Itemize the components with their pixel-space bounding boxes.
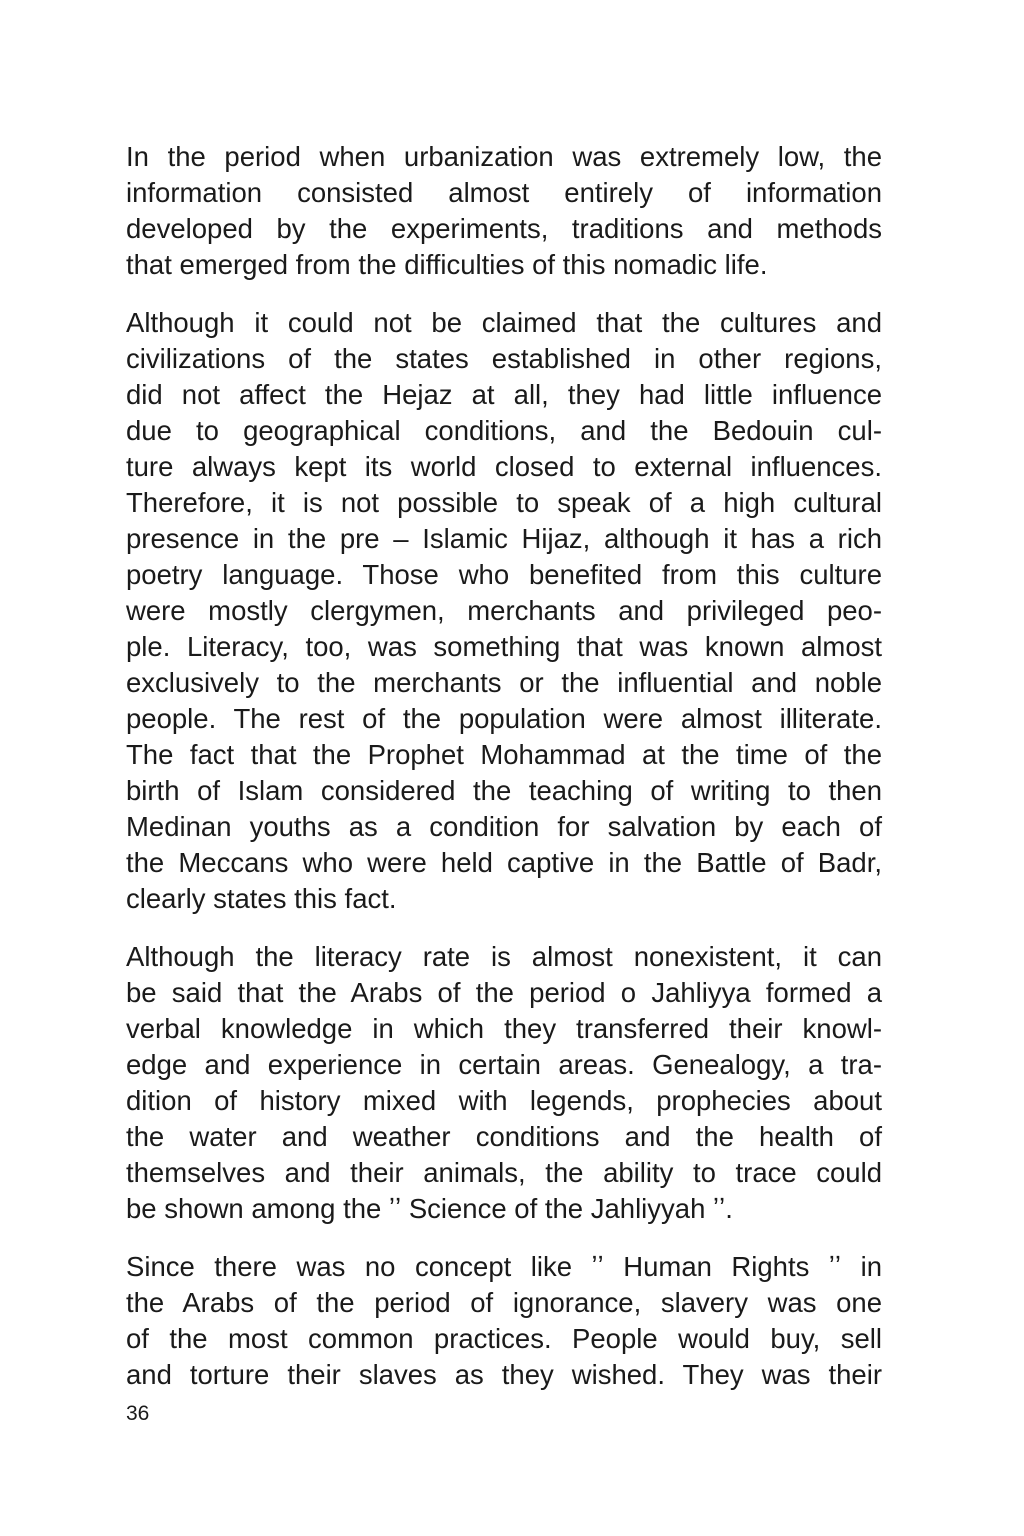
text-line: presence in the pre – Islamic Hijaz, although it has a rich xyxy=(126,523,882,554)
text-line: dition of history mixed with legends, prophecies about xyxy=(126,1085,882,1116)
text-line: Although it could not be claimed that the cultures and xyxy=(126,307,882,338)
text-line: poetry language. Those who benefited from this culture xyxy=(126,559,882,590)
text-line: Therefore, it is not possible to speak of a high cultural xyxy=(126,487,882,518)
text-line: were mostly clergymen, merchants and privileged peo- xyxy=(126,595,882,626)
text-line: Medinan youths as a condition for salvation by each of xyxy=(126,811,882,842)
text-line: did not affect the Hejaz at all, they had little influence xyxy=(126,379,882,410)
text-line: that emerged from the difficulties of this nomadic life. xyxy=(126,249,768,280)
text-line: exclusively to the merchants or the influential and noble xyxy=(126,667,882,698)
text-line: people. The rest of the population were almost illiterate. xyxy=(126,703,882,734)
text-line: clearly states this fact. xyxy=(126,883,397,914)
text-line: ture always kept its world closed to external influences. xyxy=(126,451,882,482)
text-line: due to geographical conditions, and the Bedouin cul- xyxy=(126,415,882,446)
page-number: 36 xyxy=(126,1402,150,1425)
text-line: edge and experience in certain areas. Genealogy, a tra- xyxy=(126,1049,882,1080)
text-line: be shown among the ʼʼ Science of the Jahliyyah ʼʼ. xyxy=(126,1193,733,1224)
text-line: information consisted almost entirely of information xyxy=(126,177,882,208)
paragraph xyxy=(126,139,882,283)
text-line: civilizations of the states established in other regions, xyxy=(126,343,882,374)
text-line: the Meccans who were held captive in the Battle of Badr, xyxy=(126,847,882,878)
paragraph xyxy=(126,305,882,917)
text-line: birth of Islam considered the teaching of writing to then xyxy=(126,775,882,806)
text-line: ple. Literacy, too, was something that was known almost xyxy=(126,631,882,662)
text-line: themselves and their animals, the ability to trace could xyxy=(126,1157,882,1188)
text-line: verbal knowledge in which they transferred their knowl- xyxy=(126,1013,882,1044)
text-line: Although the literacy rate is almost nonexistent, it can xyxy=(126,941,882,972)
text-line: be said that the Arabs of the period o Jahliyya formed a xyxy=(126,977,882,1008)
text-line: of the most common practices. People would buy, sell xyxy=(126,1323,882,1354)
text-line: The fact that the Prophet Mohammad at the time of the xyxy=(126,739,882,770)
text-line: the Arabs of the period of ignorance, slavery was one xyxy=(126,1287,882,1318)
text-line: the water and weather conditions and the health of xyxy=(126,1121,882,1152)
text-line: Since there was no concept like ʼʼ Human Rights ʼʼ in xyxy=(126,1251,882,1282)
text-line: developed by the experiments, traditions and methods xyxy=(126,213,882,244)
body-text xyxy=(126,139,882,1415)
text-line: and torture their slaves as they wished. They was their xyxy=(126,1359,882,1390)
paragraph xyxy=(126,1249,882,1393)
text-line: In the period when urbanization was extremely low, the xyxy=(126,141,882,172)
paragraph xyxy=(126,939,882,1227)
